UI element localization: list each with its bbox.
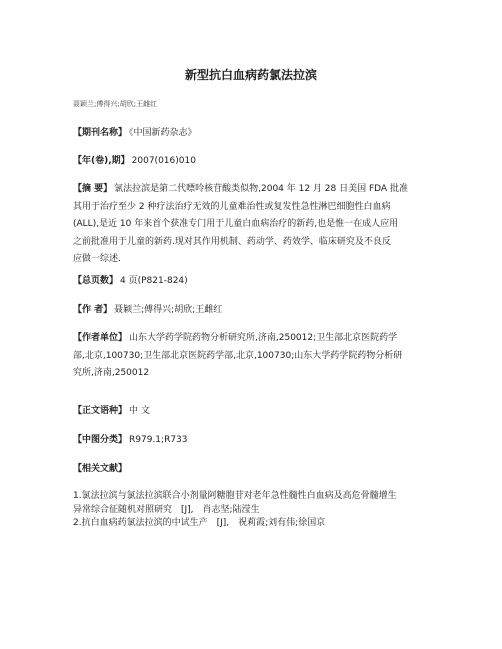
affiliation-text (73, 330, 443, 383)
year-issue-label: 【年(卷),期】 (73, 156, 130, 166)
abstract-line: (ALL),是近 10 年来首个获准专门用于儿童白血病治疗的新药,也是惟一在成人应用 (73, 219, 399, 229)
language-field (73, 403, 443, 421)
author-list: 聂颖兰;傅得兴;胡欣;王雌红 (73, 100, 158, 108)
journal-value: 《中国新药杂志》 (129, 128, 197, 138)
authors-value: 聂颖兰;傅得兴;胡欣;王雌红 (114, 305, 223, 315)
journal-field (73, 125, 443, 143)
related-literature-heading (73, 461, 443, 479)
authors-label: 【作 者】 (73, 305, 113, 315)
reference-item[interactable]: 2.抗白血病药氯法拉滨的中试生产 [J], 祝莉霞;刘有伟;徐国京 (73, 518, 326, 528)
year-issue-field (73, 153, 443, 171)
abstract-label: 【摘 要】 (73, 184, 113, 194)
document-title: 新型抗白血病药氯法拉滨 (184, 68, 317, 82)
affiliation-label: 【作者单位】 (73, 333, 128, 343)
abstract-line: 【摘 要】 氯法拉滨是第二代嘌呤核苷酸类似物,2004 年 12 月 28 日美国 FDA 批准 (73, 184, 408, 194)
reference-item[interactable]: 异常综合征随机对照研究 [J], 肖志坚;陆滢生 (73, 504, 260, 515)
classification-field (73, 432, 443, 450)
pages-field (73, 273, 443, 291)
reference-list (73, 490, 453, 531)
language-value: 中 文 (129, 406, 150, 416)
affiliation-line: 【作者单位】 山东大学药学院药物分析研究所,济南,250012;卫生部北京医院药学 (73, 333, 398, 343)
language-label: 【正文语种】 (73, 406, 128, 416)
abstract-field (73, 181, 443, 269)
abstract-line: 之前批准用于儿童的新药.现对其作用机制、药动学、药效学、临床研究及不良反 (73, 236, 391, 247)
affiliation-line: 究所,济南,250012 (73, 368, 150, 378)
pages-value: 4 页(P821-824) (120, 276, 188, 286)
authors-field (73, 302, 443, 320)
classification-value: R979.1;R733 (129, 435, 188, 445)
year-issue-value: 2007(016)010 (131, 156, 196, 166)
pages-label: 【总页数】 (73, 276, 119, 286)
affiliation-field (73, 330, 443, 383)
abstract-text (73, 181, 443, 269)
affiliation-line: 部,北京,100730;卫生部北京医院药学部,北京,100730;山东大学药学院药物分析研 (73, 350, 403, 361)
abstract-line: 应做一综述. (73, 254, 121, 264)
classification-label: 【中图分类】 (73, 435, 128, 445)
journal-label: 【期刊名称】 (73, 128, 128, 138)
related-label: 【相关文献】 (73, 464, 128, 474)
abstract-line: 其用于治疗至少 2 种疗法治疗无效的儿童难治性或复发性急性淋巴细胞性白血病 (73, 201, 391, 212)
reference-item[interactable]: 1.氯法拉滨与氯法拉滨联合小剂量阿糖胞苷对老年急性髓性白血病及高危骨髓增生 (73, 491, 397, 501)
